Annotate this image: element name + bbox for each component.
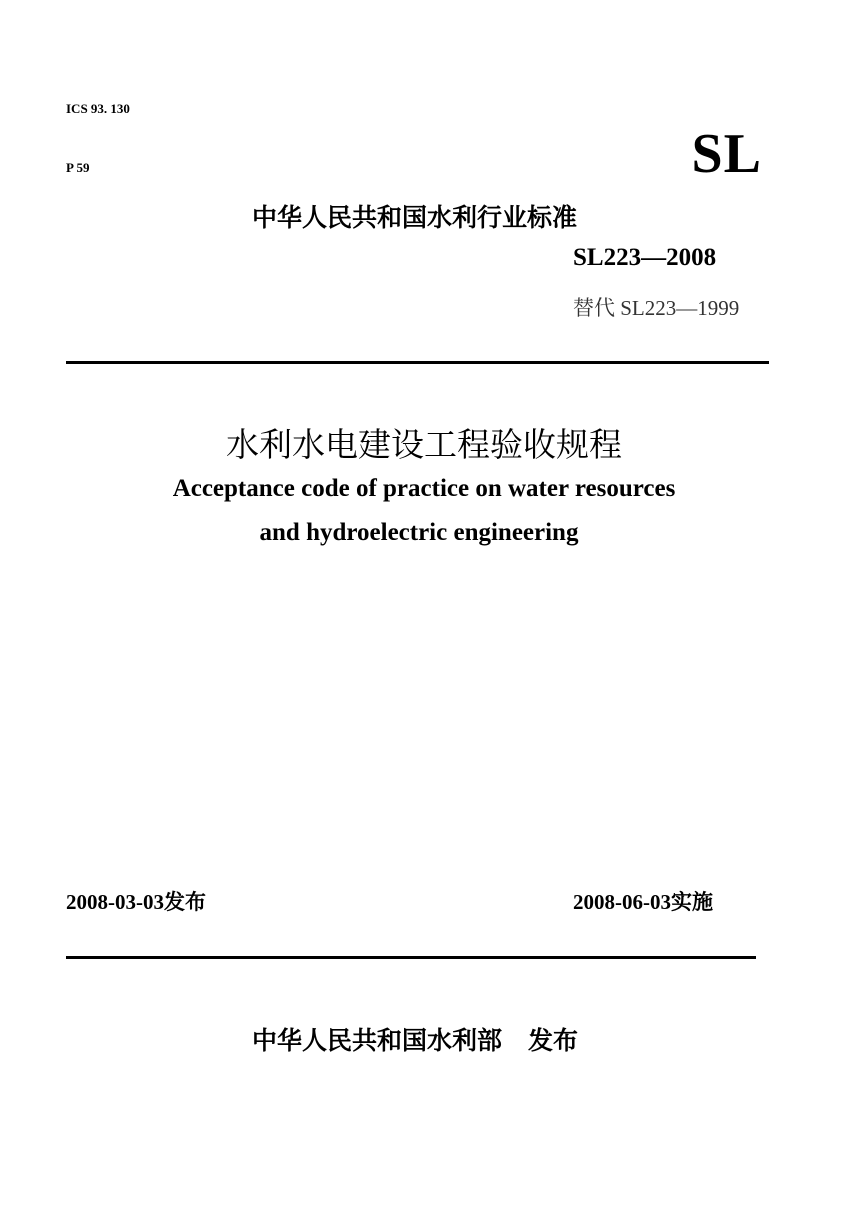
publisher-line xyxy=(252,1021,578,1057)
implementation-date-value: 2008-06-03 xyxy=(573,890,671,914)
replaces-number: SL223—1999 xyxy=(620,296,740,320)
standard-number: SL223—2008 xyxy=(573,244,717,271)
implementation-date-label: 实施 xyxy=(671,890,713,914)
ccs-code: P 59 xyxy=(66,160,90,175)
ics-code: ICS 93. 130 xyxy=(66,101,130,116)
issue-date-value: 2008-03-03 xyxy=(66,890,164,914)
title-english-line-2: and hydroelectric engineering xyxy=(259,519,579,546)
standard-category: 中华人民共和国水利行业标准 xyxy=(252,203,578,232)
title-chinese: 水利水电建设工程验收规程 xyxy=(226,425,622,464)
publisher-action: 发布 xyxy=(528,1026,579,1055)
top-divider xyxy=(66,361,769,364)
replaces-label: 替代 xyxy=(573,296,615,320)
title-english-line-1: Acceptance code of practice on water resources xyxy=(172,475,676,502)
publisher-name: 中华人民共和国水利部 xyxy=(252,1026,503,1055)
implementation-date xyxy=(573,886,713,916)
issue-date xyxy=(66,886,206,916)
standard-logo: SL xyxy=(691,123,762,185)
replaces-line xyxy=(573,292,739,322)
issue-date-label: 发布 xyxy=(164,890,206,914)
bottom-divider xyxy=(66,956,756,959)
